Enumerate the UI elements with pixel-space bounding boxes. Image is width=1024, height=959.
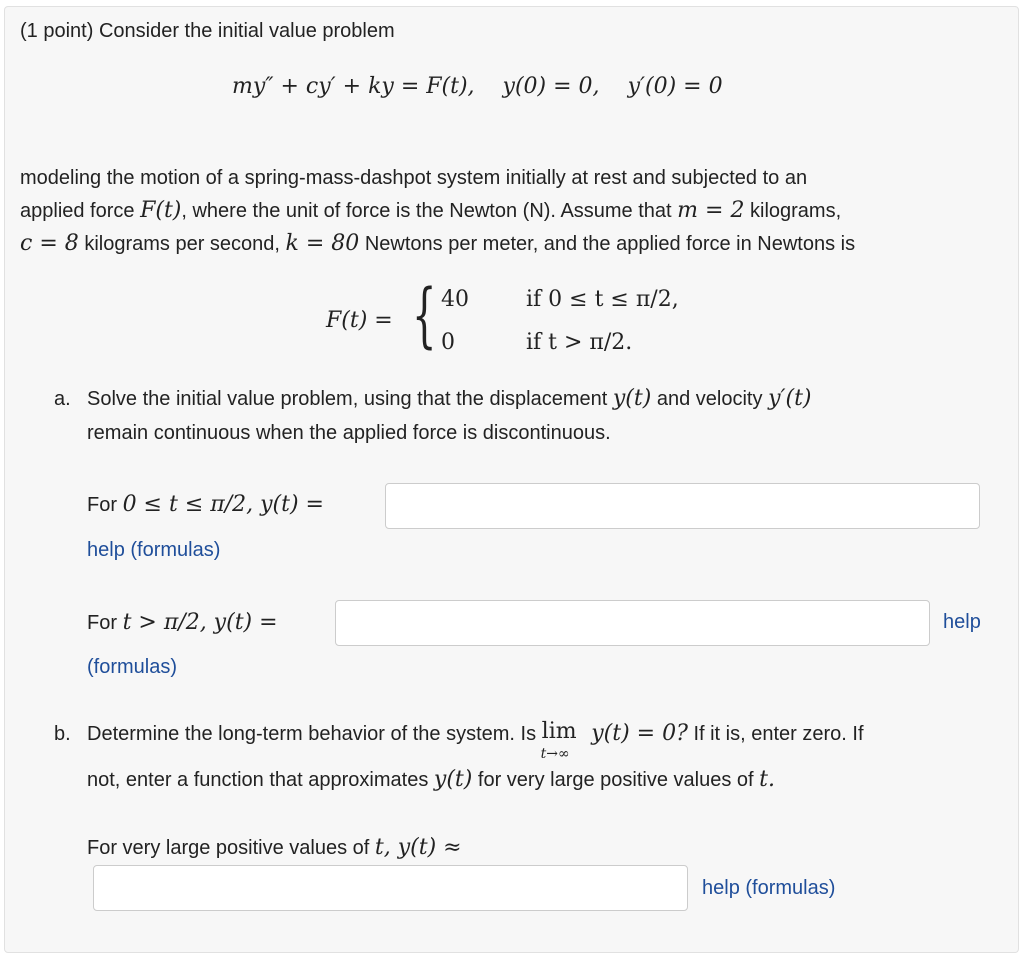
question-a2-prefix: For xyxy=(87,612,117,634)
piecewise-condition-2: if t > π/2. xyxy=(526,330,633,355)
damping-value: c = 8 xyxy=(20,231,79,256)
description-text: Newtons per meter, and the applied force in Newtons is xyxy=(364,233,856,255)
description-line-2 xyxy=(20,199,841,223)
help-link-a2[interactable]: help xyxy=(943,611,981,633)
question-a1-prefix: For xyxy=(87,494,117,516)
part-a-text-line-1 xyxy=(87,387,812,411)
ivp-ode: my″ + cy′ + ky = F(t), xyxy=(232,74,475,99)
question-a1-label xyxy=(87,493,324,517)
question-a2-label xyxy=(87,611,278,635)
answer-a1-input[interactable] xyxy=(385,483,980,529)
question-b-label xyxy=(87,836,462,860)
mass-value: m = 2 xyxy=(677,198,745,223)
help-formulas-link-b[interactable]: help (formulas) xyxy=(702,877,836,899)
description-line-1: modeling the motion of a spring-mass-dashpot system initially at rest and subjected to an xyxy=(20,167,808,189)
formulas-link-a2[interactable]: (formulas) xyxy=(87,656,178,678)
piecewise-value-2: 0 xyxy=(441,330,455,355)
part-a-marker: a. xyxy=(54,388,71,410)
help-formulas-link-a1[interactable]: help (formulas) xyxy=(87,539,221,561)
part-a-text: Solve the initial value problem, using that the displacement xyxy=(87,388,608,410)
piecewise-value-1: 40 xyxy=(441,287,469,312)
t-symbol: t. xyxy=(759,767,775,792)
problem-container xyxy=(4,6,1019,953)
limit-expression: y(t) = 0? xyxy=(591,721,688,746)
part-a-text-line-2: remain continuous when the applied force is discontinuous. xyxy=(87,422,611,444)
ivp-condition-y0: y(0) = 0, xyxy=(502,74,600,99)
force-symbol: F(t) xyxy=(140,198,182,223)
description-text: kilograms per second, xyxy=(84,233,280,255)
spring-constant-value: k = 80 xyxy=(285,231,360,256)
part-b-text: not, enter a function that approximates xyxy=(87,769,429,791)
part-b-text: Determine the long-term behavior of the system. Is xyxy=(87,723,537,745)
description-text: kilograms, xyxy=(750,200,842,222)
piecewise-brace: { xyxy=(412,274,437,356)
limit-operator xyxy=(540,719,586,762)
limit-symbol: lim xyxy=(541,719,577,744)
description-line-3 xyxy=(20,232,855,256)
ivp-equation xyxy=(232,74,723,99)
approx-y-symbol: y(t) xyxy=(433,767,473,792)
answer-b-input[interactable] xyxy=(93,865,688,911)
problem-intro xyxy=(20,19,395,43)
problem-points: (1 point) xyxy=(20,20,94,42)
question-b-prefix: For very large positive values of xyxy=(87,837,370,859)
part-b-text: for very large positive values of xyxy=(477,769,754,791)
ivp-condition-yp0: y′(0) = 0 xyxy=(627,74,723,99)
piecewise-condition-1: if 0 ≤ t ≤ π/2, xyxy=(526,287,679,312)
problem-lead-text: Consider the initial value problem xyxy=(98,20,395,42)
part-b-text-line-2 xyxy=(87,768,775,792)
description-text: , where the unit of force is the Newton (N). Assume that xyxy=(181,200,672,222)
velocity-symbol: y′(t) xyxy=(768,386,812,411)
question-a1-math: 0 ≤ t ≤ π/2, y(t) = xyxy=(122,492,324,517)
part-b-text-line-1 xyxy=(87,719,864,762)
description-text: applied force xyxy=(20,200,135,222)
part-b-text: If it is, enter zero. If xyxy=(693,723,864,745)
answer-a2-input[interactable] xyxy=(335,600,930,646)
limit-subscript: t→∞ xyxy=(540,746,570,762)
question-b-math: t, y(t) ≈ xyxy=(374,835,462,860)
displacement-symbol: y(t) xyxy=(612,386,652,411)
part-b-marker: b. xyxy=(54,723,71,745)
piecewise-lhs: F(t) = xyxy=(326,308,393,333)
question-a2-math: t > π/2, y(t) = xyxy=(122,610,278,635)
part-a-text: and velocity xyxy=(656,388,763,410)
